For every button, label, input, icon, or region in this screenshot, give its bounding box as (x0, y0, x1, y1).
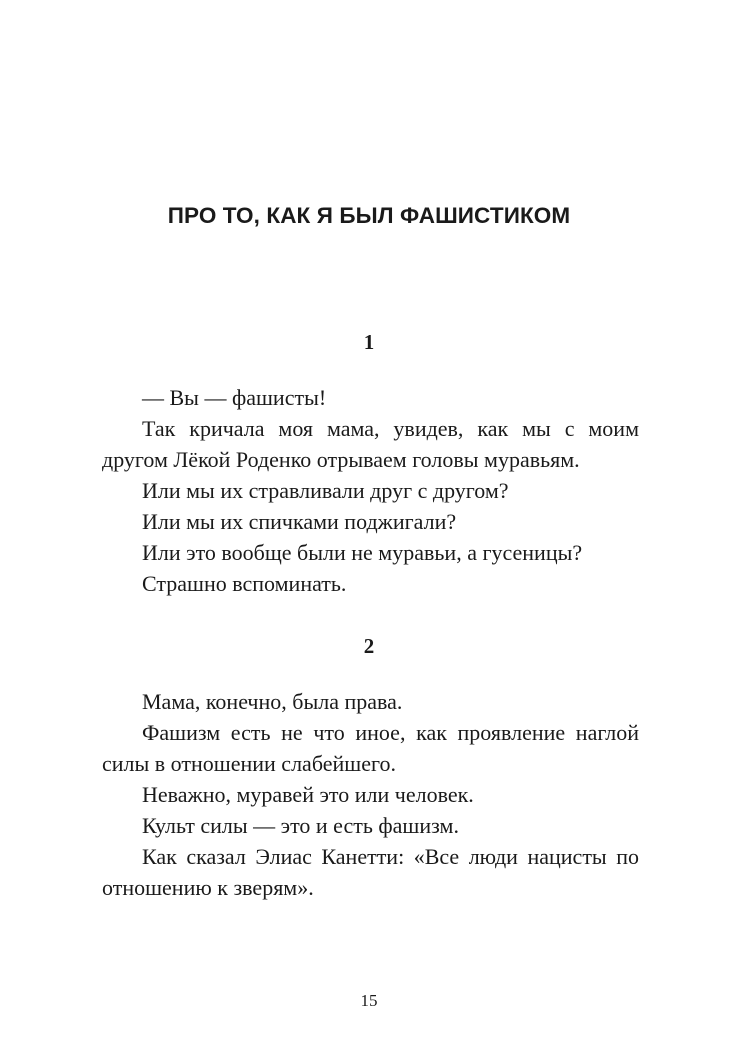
paragraph: Так кричала моя мама, увидев, как мы с моим другом Лёкой Роденко отрываем головы муравьям. (102, 416, 639, 472)
section-body (102, 382, 639, 599)
paragraph: Мама, конечно, была права. (142, 689, 403, 714)
paragraph: Культ силы — это и есть фашизм. (142, 813, 459, 838)
page-number: 15 (360, 991, 378, 1010)
paragraph: Или это вообще были не муравьи, а гусеницы? (142, 540, 583, 565)
paragraph: Как сказал Элиас Канетти: «Все люди нацисты по отношению к зверям». (102, 844, 639, 900)
paragraph: Или мы их стравливали друг с другом? (142, 478, 509, 503)
paragraph: Неважно, муравей это или человек. (142, 782, 474, 807)
paragraph: Фашизм есть не что иное, как проявление наглой силы в отношении слабейшего. (102, 720, 639, 776)
paragraph: Или мы их спичками поджигали? (142, 509, 457, 534)
page-title: ПРО ТО, КАК Я БЫЛ ФАШИСТИКОМ (167, 203, 571, 228)
section-number: 1 (363, 330, 375, 354)
paragraph: Страшно вспоминать. (142, 571, 347, 596)
section-number: 2 (363, 634, 375, 658)
paragraph: — Вы — фашисты! (142, 385, 327, 410)
section-body (102, 686, 639, 903)
